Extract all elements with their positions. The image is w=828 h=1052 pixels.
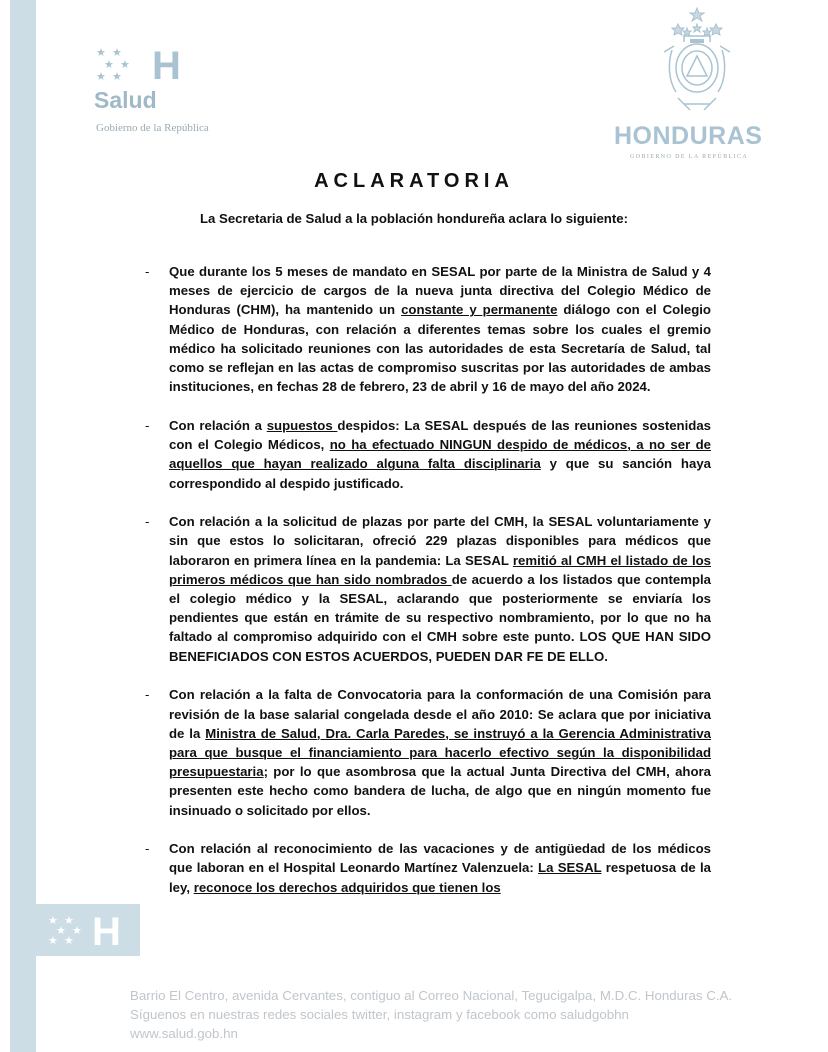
item-text: Que durante los 5 meses de mandato en SESAL por parte de la Ministra de Salud y 4 meses de ejercicio de cargos de la nueva junta directiva del Colegio Médico de Honduras (CHM), ha mantenido un [169, 264, 711, 318]
list-item [145, 262, 711, 396]
item-underlined-text: constante y permanente [401, 302, 558, 318]
honduras-logo-subtitle: GOBIERNO DE LA REPÚBLICA [630, 154, 749, 160]
side-accent-bar [10, 0, 36, 1052]
item-text: diálogo con el Colegio Médico de Honduras, con relación a diferentes temas sobre los cuales el gremio médico ha solicitado reuniones con las autoridades de esta Secretaría de Salud, tal como se reflejan en las actas de compromiso suscritas por las autoridades de ambas instituciones, en fechas 28 de febrero, 23 de abril y 16 de mayo del año 2024. [169, 302, 711, 395]
salud-logo: ★ ★ ★ ★ ★ ★ H Salud Gobierno de la República [94, 44, 209, 134]
honduras-logo-word: HONDURAS [614, 122, 763, 150]
item-text: Con relación a la falta de Convocatoria para la conformación de una Comisión para revisión de la base salarial congelada desde el año 2010: Se aclara que por iniciativa de la [169, 687, 711, 741]
list-item [145, 685, 711, 819]
item-text: Con relación a la solicitud de plazas por parte del CMH, la SESAL voluntariamente y sin que estos lo solicitaran, ofreció 229 plazas disponibles para médicos que laboraron en primera línea en la pandemia: La SESAL [169, 514, 711, 568]
side-stars-icon: ★ ★ ★ ★ ★ ★ [48, 915, 82, 947]
item-text: y que su sanción haya correspondido al despido justificado. [169, 456, 711, 491]
clarification-list [145, 262, 711, 916]
item-underlined-text: Ministra de Salud, Dra. Carla Paredes, se instruyó a la Gerencia Administrativa para que busque el financiamiento para hacerlo efectivo según la disponibilidad presupuestaria [169, 725, 711, 780]
footer-website[interactable]: www.salud.gob.hn [130, 1026, 238, 1041]
salud-h-logo-icon: H [152, 44, 181, 88]
item-underlined-text: supuestos [266, 417, 338, 433]
side-h-logo-icon: H [92, 910, 121, 954]
document-title: ACLARATORIA [314, 170, 514, 192]
item-text: ; por lo que asombrosa que la actual Junta Directiva del CMH, ahora presenten este hecho como bandera de lucha, de algo que en ningún momento fue insinuado o solicitado por ellos. [169, 764, 711, 818]
item-text: de acuerdo a los listados que contempla el colegio médico y la SESAL, aclarando que posteriormente se enviaría los pendientes que están en trámite de su respectivo nombramiento, por lo que no ha faltado al compromiso adquirido con el CMH sobre este punto. LOS QUE HAN SIDO BENEFICIADOS CON ESTOS ACUERDOS, PUEDEN DAR FE DE ELLO. [169, 571, 711, 664]
bullet-dash: - [145, 841, 150, 857]
bullet-dash: - [145, 514, 150, 530]
document-intro: La Secretaria de Salud a la población hondureña aclara lo siguiente: [200, 211, 628, 226]
list-item [145, 416, 711, 493]
item-text: Con relación al reconocimiento de las vacaciones y de antigüedad de los médicos que laboran en el Hospital Leonardo Martínez Valenzuela: [169, 841, 711, 876]
item-underlined-text: no ha efectuado NINGUN despido de médicos, a no ser de aquellos que hayan realizado alguna falta disciplinaria [169, 437, 711, 472]
bullet-dash: - [145, 417, 150, 433]
item-text: Con relación a [169, 417, 267, 433]
bullet-dash: - [145, 264, 150, 279]
item-underlined-text: remitió al CMH el listado de los primeros médicos que han sido nombrados [169, 552, 711, 587]
item-text: respetuosa de la ley, [169, 860, 711, 895]
item-text: despidos: La SESAL después de las reuniones sostenidas con el Colegio Médicos, [169, 417, 711, 453]
footer-address: Barrio El Centro, avenida Cervantes, contiguo al Correo Nacional, Tegucigalpa, M.D.C. Honduras C.A. [130, 988, 733, 1003]
salud-logo-word: Salud [94, 87, 157, 113]
salud-logo-subtitle: Gobierno de la República [96, 122, 209, 134]
list-item [145, 839, 711, 897]
honduras-crest-icon [654, 6, 740, 118]
item-underlined-text: La SESAL [538, 860, 602, 876]
bullet-dash: - [145, 687, 150, 703]
footer-social: Síguenos en nuestras redes sociales twitter, instagram y facebook como saludgobhn [130, 1007, 629, 1022]
list-item [145, 512, 711, 666]
item-underlined-text: reconoce los derechos adquiridos que tienen los [193, 879, 501, 895]
page-footer [130, 986, 732, 1043]
